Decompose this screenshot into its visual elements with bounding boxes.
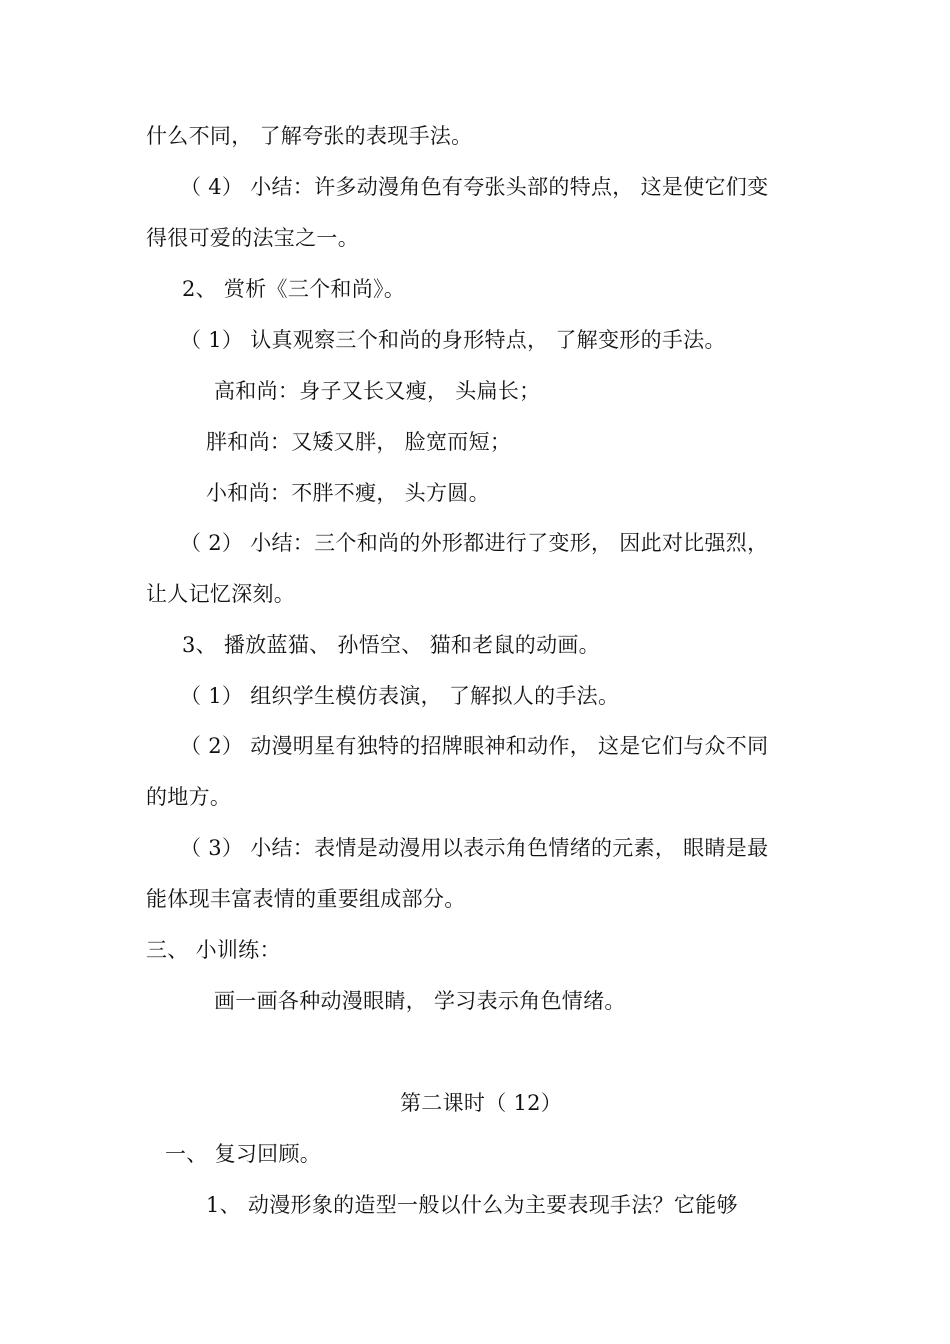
paragraph-line: 的地方。 [146,785,232,809]
paragraph-line: （ 2） 小结：三个和尚的外形都进行了变形， 因此对比强烈， [180,531,769,555]
paragraph-line: 小和尚：不胖不瘦， 头方圆。 [206,481,490,505]
paragraph-line: （ 1） 组织学生模仿表演， 了解拟人的手法。 [180,684,620,708]
paragraph-line: （ 1） 认真观察三个和尚的身形特点， 了解变形的手法。 [180,328,726,352]
paragraph-line: 什么不同， 了解夸张的表现手法。 [146,124,473,148]
section-heading: 三、 小训练： [146,938,281,962]
paragraph-line: 让人记忆深刻。 [146,582,296,606]
section-heading: 3、 播放蓝猫、 孙悟空、 猫和老鼠的动画。 [182,633,600,657]
paragraph-line: 胖和尚：又矮又胖， 脸宽而短； [206,430,512,454]
paragraph-line: （ 4） 小结：许多动漫角色有夸张头部的特点， 这是使它们变 [180,175,769,199]
paragraph-line: 能体现丰富表情的重要组成部分。 [146,887,466,911]
paragraph-line: 高和尚：身子又长又瘦， 头扁长； [214,379,541,403]
paragraph-line: 得很可爱的法宝之一。 [146,226,359,250]
section-heading: 2、 赏析《三个和尚》。 [182,277,406,301]
paragraph-line: 画一画各种动漫眼睛， 学习表示角色情绪。 [214,989,626,1013]
lesson-title: 第二课时（ 12） [400,1091,563,1115]
paragraph-line: 1、 动漫形象的造型一般以什么为主要表现手法？它能够 [206,1193,738,1217]
paragraph-line: （ 2） 动漫明星有独特的招牌眼神和动作， 这是它们与众不同 [180,734,769,758]
section-heading: 一、 复习回顾。 [165,1142,322,1166]
paragraph-line: （ 3） 小结：表情是动漫用以表示角色情绪的元素， 眼睛是最 [180,836,769,860]
